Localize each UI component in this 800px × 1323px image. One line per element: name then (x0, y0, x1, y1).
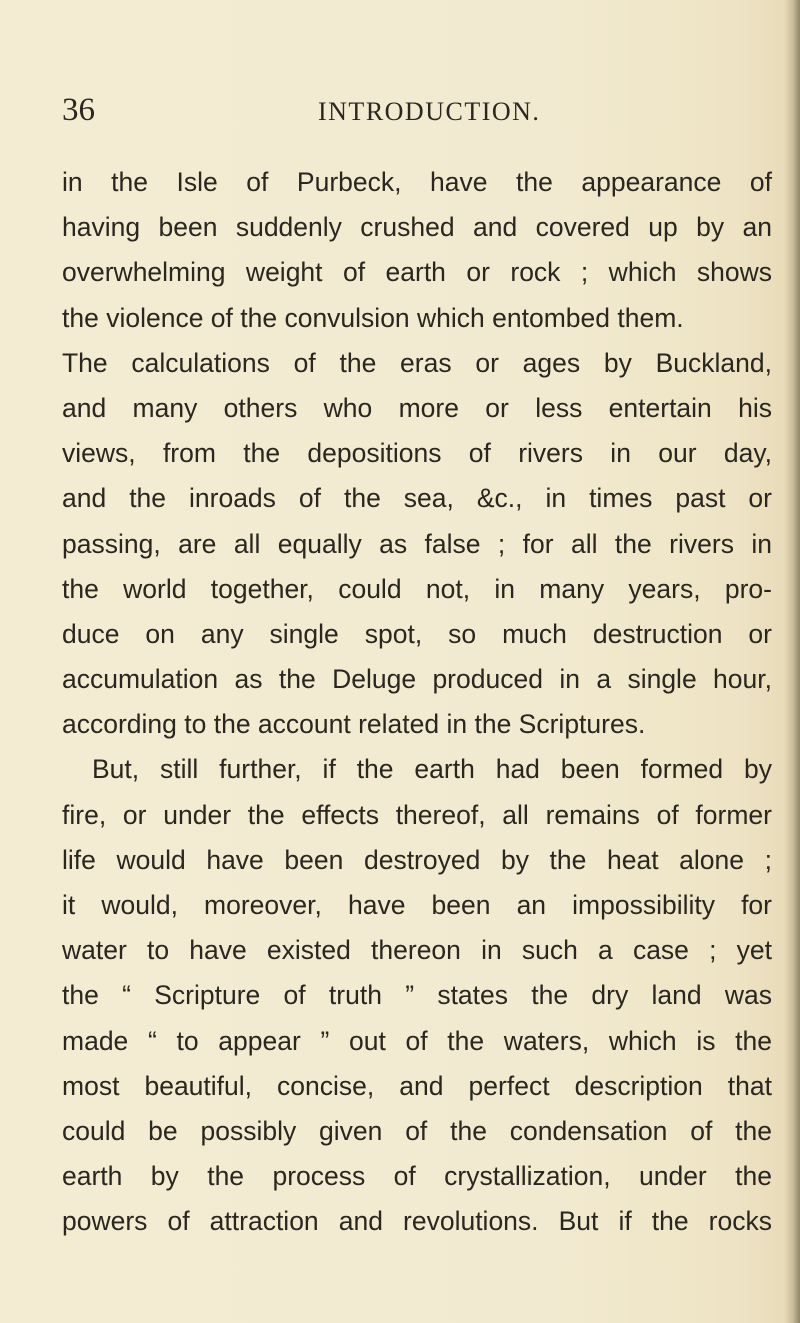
text-line: could be possibly given of the condensation of the (62, 1115, 772, 1146)
text-line: the violence of the convulsion which entombed them. (62, 302, 684, 333)
body-text (62, 160, 772, 1245)
text-line: the “ Scripture of truth ” states the dry land was (62, 980, 772, 1011)
text-line: accumulation as the Deluge produced in a single hour, (62, 664, 772, 695)
text-line: according to the account related in the Scriptures. (62, 709, 646, 740)
page-header (0, 0, 800, 160)
text-line: duce on any single spot, so much destruction or (62, 618, 772, 649)
page-edge-shadow (784, 0, 800, 1323)
text-line: the world together, could not, in many years, pro- (62, 573, 772, 604)
text-line: it would, moreover, have been an impossibility for (62, 890, 772, 920)
text-line: life would have been destroyed by the heat alone ; (62, 844, 772, 875)
text-line: made “ to appear ” out of the waters, which is the (62, 1025, 772, 1056)
text-line: earth by the process of crystallization, under the (62, 1161, 772, 1192)
text-line: most beautiful, concise, and perfect description that (62, 1070, 772, 1101)
text-line: having been suddenly crushed and covered up by an (62, 212, 772, 243)
text-line: passing, are all equally as false ; for all the rivers in (62, 528, 772, 559)
page-number: 36 (62, 92, 95, 128)
running-head: INTRODUCTION. (318, 97, 541, 126)
text-line: powers of attraction and revolutions. But if the rocks (62, 1206, 772, 1237)
text-line: water to have existed thereon in such a case ; yet (62, 935, 772, 966)
text-line: The calculations of the eras or ages by Buckland, (62, 347, 772, 378)
text-line: fire, or under the effects thereof, all remains of former (62, 799, 772, 830)
text-line: But, still further, if the earth had been formed by (92, 754, 772, 785)
text-line: in the Isle of Purbeck, have the appearance of (62, 167, 772, 197)
text-line: views, from the depositions of rivers in our day, (62, 438, 772, 469)
text-line: overwhelming weight of earth or rock ; which shows (62, 257, 772, 288)
text-line: and the inroads of the sea, &c., in times past or (62, 483, 772, 514)
text-line: and many others who more or less entertain his (62, 392, 772, 423)
